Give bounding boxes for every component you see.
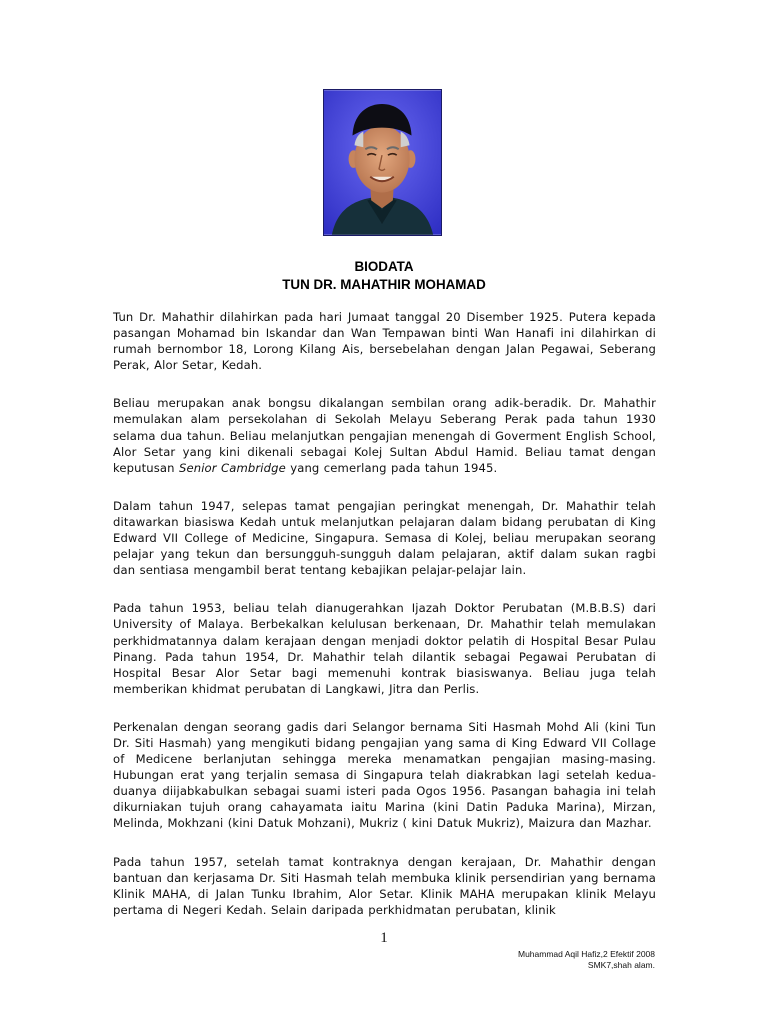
paragraph-career: Pada tahun 1953, beliau telah dianugerahkan Ijazah Doktor Perubatan (M.B.B.S) dari University of Malaya. Berbekalkan kelulusan berkenaan, Dr. Mahathir telah memulakan perkhidmatannya dalam kerajaan dengan menjadi doktor pelatih di Hospital Besar Pulau Pinang. Pada tahun 1954, Dr. Mahathir telah dilantik sebagai Pegawai Perubatan di Hospital Besar Alor Setar bagi memenuhi kontrak biasiswanya. Beliau juga telah memberikan khidmat perubatan di Langkawi, Jitra dan Perlis. xyxy=(113,601,656,696)
paragraph-clinic: Pada tahun 1957, setelah tamat kontraknya dengan kerajaan, Dr. Mahathir dengan bantuan dan kerjasama Dr. Siti Hasmah telah membuka klinik persendirian yang bernama Klinik MAHA, di Jalan Tunku Ibrahim, Alor Setar. Klinik MAHA merupakan klinik Melayu pertama di Negeri Kedah. Selain daripada perkhidmatan perubatan, klinik xyxy=(113,854,656,917)
title-name: TUN DR. MAHATHIR MOHAMAD xyxy=(282,277,486,292)
footer-school: SMK7,shah alam. xyxy=(587,960,655,970)
paragraph-education-end: yang cemerlang pada tahun 1945. xyxy=(285,460,498,475)
paragraph-education-text: Beliau merupakan anak bongsu dikalangan sembilan orang adik-beradik. Dr. Mahathir memulakan alam persekolahan di Sekolah Melayu Seberang Perak pada tahun 1930 selama dua tahun. Beliau melanjutkan pengajian menengah di Goverment English School, Alor Setar yang kini dikenali sebagai Kolej Sultan Abdul Hamid. Beliau tamat dengan keputusan xyxy=(113,396,656,475)
paragraph-marriage: Perkenalan dengan seorang gadis dari Selangor bernama Siti Hasmah Mohd Ali (kini Tun Dr. Siti Hasmah) yang mengikuti bidang pengajian yang sama di King Edward VII Collage of Medicene berlanjutan sehingga mereka menamatkan pengajian masing-masing. Hubungan erat yang terjalin semasa di Singapura telah diakrabkan lagi setelah kedua-duanya diijabkabulkan sebagai suami isteri pada Ogos 1956. Pasangan bahagia ini telah dikurniakan tujuh orang cahayamata iaitu Marina (kini Datin Paduka Marina), Mirzan, Melinda, Mokhzani (kini Datuk Mohzani), Mukriz ( kini Datuk Mukriz), Maizura dan Mazhar. xyxy=(113,719,656,831)
title-biodata: BIODATA xyxy=(354,259,414,274)
page-number: 1 xyxy=(380,930,388,946)
document-body xyxy=(113,309,656,940)
page-footer xyxy=(518,949,655,971)
paragraph-college: Dalam tahun 1947, selepas tamat pengajian peringkat menengah, Dr. Mahathir telah ditawarkan biasiswa Kedah untuk melanjutkan pelajaran dalam bidang perubatan di King Edward VII College of Medicine, Singapura. Semasa di Kolej, beliau merupakan seorang pelajar yang tekun dan bersungguh-sungguh dalam pelajaran, aktif dalam sukan ragbi dan sentiasa mengambil berat tentang kebajikan pelajar-pelajar lain. xyxy=(113,498,656,578)
portrait-photo xyxy=(323,89,442,236)
portrait-illustration xyxy=(324,90,441,235)
footer-author: Muhammad Aqil Hafiz,2 Efektif 2008 xyxy=(517,949,655,959)
senior-cambridge-text: Senior Cambridge xyxy=(179,460,286,475)
paragraph-education xyxy=(113,395,656,475)
paragraph-birth: Tun Dr. Mahathir dilahirkan pada hari Jumaat tanggal 20 Disember 1925. Putera kepada pasangan Mohamad bin Iskandar dan Wan Tempawan binti Wan Hanafi ini dilahirkan di rumah bernombor 18, Lorong Kilang Ais, bersebelahan dengan Jalan Pegawai, Seberang Perak, Alor Setar, Kedah. xyxy=(113,310,656,373)
document-title xyxy=(0,258,768,294)
